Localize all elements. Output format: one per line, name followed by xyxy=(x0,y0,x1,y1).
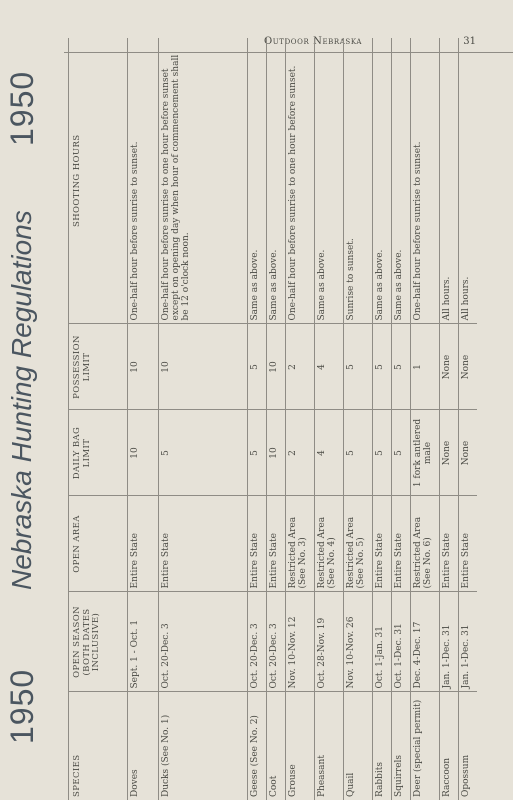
cell-species: Quail xyxy=(344,692,373,800)
cell-hours: Same as above. xyxy=(392,38,411,324)
page-title: Nebraska Hunting Regulations xyxy=(6,210,37,590)
cell-possession: None xyxy=(440,324,459,410)
cell-species: Squirrels xyxy=(392,692,411,800)
cell-area: Restricted Area (See No. 6) xyxy=(411,496,440,592)
cell-area: Entire State xyxy=(159,496,248,592)
table-row xyxy=(315,38,344,800)
cell-season: Oct. 1-Dec. 31 xyxy=(392,592,411,692)
cell-species: Ducks (See No. 1) xyxy=(159,692,248,800)
cell-season: Nov. 10-Nov. 26 xyxy=(344,592,373,692)
cell-area: Entire State xyxy=(248,496,267,592)
col-possession: POSSESSION LIMIT xyxy=(69,324,128,410)
year-left: 1950 xyxy=(4,668,40,744)
cell-season: Oct. 1-Jan. 31 xyxy=(373,592,392,692)
cell-hours: One-half hour before sunrise to sunset. xyxy=(411,38,440,324)
regulations-table xyxy=(68,38,477,800)
cell-area: Entire State xyxy=(267,496,286,592)
col-daily-bag: DAILY BAG LIMIT xyxy=(69,410,128,496)
page-number: 31 xyxy=(463,36,476,47)
cell-area: Entire State xyxy=(373,496,392,592)
cell-season: Jan. 1-Dec. 31 xyxy=(440,592,459,692)
col-open-season: OPEN SEASON (BOTH DATES INCLUSIVE) xyxy=(69,592,128,692)
cell-species: Coot xyxy=(267,692,286,800)
cell-bag: 5 xyxy=(248,410,267,496)
table-row xyxy=(248,38,267,800)
cell-bag: None xyxy=(459,410,478,496)
cell-possession: 10 xyxy=(267,324,286,410)
cell-hours: Same as above. xyxy=(373,38,392,324)
col-open-area: OPEN AREA xyxy=(69,496,128,592)
cell-species: Deer (special permit) xyxy=(411,692,440,800)
cell-season: Oct. 20-Dec. 3 xyxy=(159,592,248,692)
cell-possession: 5 xyxy=(344,324,373,410)
cell-hours: Same as above. xyxy=(248,38,267,324)
cell-bag: 5 xyxy=(159,410,248,496)
cell-area: Entire State xyxy=(459,496,478,592)
table-row xyxy=(373,38,392,800)
table-row xyxy=(459,38,478,800)
cell-possession: 5 xyxy=(248,324,267,410)
cell-possession: 2 xyxy=(286,324,315,410)
table-row xyxy=(392,38,411,800)
cell-bag: 5 xyxy=(373,410,392,496)
cell-area: Entire State xyxy=(128,496,159,592)
cell-season: Nov. 10-Nov. 12 xyxy=(286,592,315,692)
cell-possession: 5 xyxy=(392,324,411,410)
cell-hours: All hours. xyxy=(459,38,478,324)
cell-bag: None xyxy=(440,410,459,496)
table-row xyxy=(411,38,440,800)
cell-species: Geese (See No. 2) xyxy=(248,692,267,800)
cell-possession: 10 xyxy=(128,324,159,410)
col-shooting-hours: SHOOTING HOURS xyxy=(69,38,128,324)
cell-species: Rabbits xyxy=(373,692,392,800)
magazine-name: Outdoor Nebraska xyxy=(264,36,363,47)
cell-hours: Same as above. xyxy=(315,38,344,324)
table-row xyxy=(267,38,286,800)
cell-area: Entire State xyxy=(440,496,459,592)
cell-species: Raccoon xyxy=(440,692,459,800)
cell-bag: 2 xyxy=(286,410,315,496)
cell-possession: None xyxy=(459,324,478,410)
cell-season: Jan. 1-Dec. 31 xyxy=(459,592,478,692)
cell-bag: 5 xyxy=(344,410,373,496)
cell-area: Restricted Area (See No. 3) xyxy=(286,496,315,592)
table-row xyxy=(286,38,315,800)
cell-species: Grouse xyxy=(286,692,315,800)
cell-area: Restricted Area (See No. 5) xyxy=(344,496,373,592)
cell-area: Entire State xyxy=(392,496,411,592)
table-row xyxy=(159,38,248,800)
cell-species: Doves xyxy=(128,692,159,800)
table-header-row xyxy=(69,38,128,800)
cell-possession: 4 xyxy=(315,324,344,410)
cell-possession: 5 xyxy=(373,324,392,410)
cell-season: Oct. 28-Nov. 19 xyxy=(315,592,344,692)
cell-possession: 10 xyxy=(159,324,248,410)
cell-species: Opossum xyxy=(461,754,471,797)
cell-bag: 4 xyxy=(315,410,344,496)
cell-bag: 5 xyxy=(392,410,411,496)
table-row xyxy=(344,38,373,800)
cell-season: Dec. 4-Dec. 17 xyxy=(411,592,440,692)
cell-bag: 10 xyxy=(128,410,159,496)
year-right: 1950 xyxy=(4,70,40,146)
cell-hours: All hours. xyxy=(440,38,459,324)
cell-season: Sept. 1 - Oct. 1 xyxy=(128,592,159,692)
cell-hours: One-half hour before sunrise to one hour before sunset. xyxy=(286,38,315,324)
table-row xyxy=(128,38,159,800)
cell-possession: 1 xyxy=(411,324,440,410)
cell-season: Oct. 20-Dec. 3 xyxy=(267,592,286,692)
cell-bag: 1 fork antlered male xyxy=(411,410,440,496)
cell-hours: Same as above. xyxy=(267,38,286,324)
cell-area: Restricted Area (See No. 4) xyxy=(315,496,344,592)
col-species: SPECIES xyxy=(69,692,128,800)
cell-bag: 10 xyxy=(267,410,286,496)
cell-hours: One-half hour before sunrise to one hour before sunset except on opening day when hour of commencement shall be 12 o'clock noon. xyxy=(159,38,248,324)
table-row xyxy=(440,38,459,800)
cell-hours: Sunrise to sunset. xyxy=(344,38,373,324)
cell-season: Oct. 20-Dec. 3 xyxy=(248,592,267,692)
cell-species: Pheasant xyxy=(315,692,344,800)
cell-hours: One-half hour before sunrise to sunset. xyxy=(128,38,159,324)
